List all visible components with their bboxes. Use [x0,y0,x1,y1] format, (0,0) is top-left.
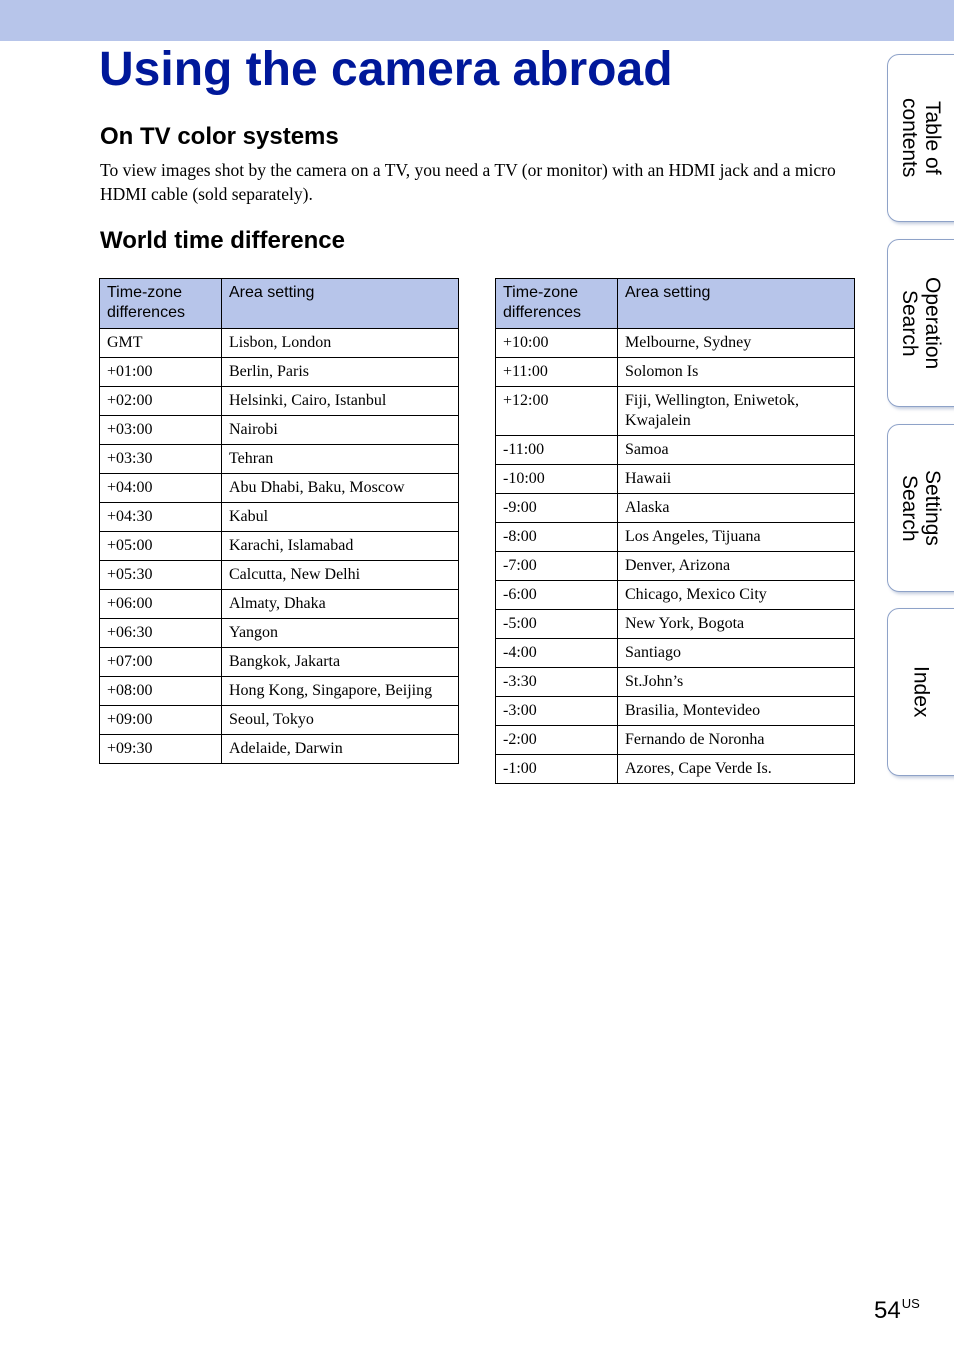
area-setting-cell: Samoa [618,436,855,465]
time-zone-cell: +09:00 [100,706,222,735]
area-setting-cell: Almaty, Dhaka [222,590,459,619]
time-zone-cell: -10:00 [496,465,618,494]
time-zone-cell: -5:00 [496,610,618,639]
table-row [100,358,459,387]
table-row [100,474,459,503]
page-title: Using the camera abroad [99,43,673,96]
area-setting-cell: Lisbon, London [222,329,459,358]
time-zone-cell: +03:30 [100,445,222,474]
time-zone-cell: +11:00 [496,358,618,387]
column-header-area-setting: Area setting [618,279,855,329]
table-row [100,329,459,358]
table-row [100,706,459,735]
time-zone-cell: +04:30 [100,503,222,532]
table-header-row [496,279,855,329]
area-setting-cell: St.John’s [618,668,855,697]
time-zone-cell: -6:00 [496,581,618,610]
area-setting-cell: Kabul [222,503,459,532]
time-zone-cell: +07:00 [100,648,222,677]
area-setting-cell: Karachi, Islamabad [222,532,459,561]
area-setting-cell: Hong Kong, Singapore, Beijing [222,677,459,706]
time-zone-cell: +04:00 [100,474,222,503]
area-setting-cell: Berlin, Paris [222,358,459,387]
table-row [496,329,855,358]
table-row [100,416,459,445]
area-setting-cell: Bangkok, Jakarta [222,648,459,677]
column-header-time-zone-differences: Time-zone differences [100,279,222,329]
time-zone-cell: +03:00 [100,416,222,445]
table-row [496,581,855,610]
table-row [100,532,459,561]
time-zone-cell: +02:00 [100,387,222,416]
time-zone-table-left [99,278,459,764]
time-zone-cell: -9:00 [496,494,618,523]
area-setting-cell: Fernando de Noronha [618,726,855,755]
time-zone-cell: +05:00 [100,532,222,561]
table-row [100,445,459,474]
area-setting-cell: Yangon [222,619,459,648]
area-setting-cell: Calcutta, New Delhi [222,561,459,590]
area-setting-cell: Fiji, Wellington, Eniwetok, Kwajalein [618,387,855,436]
table-row [496,755,855,784]
table-row [496,639,855,668]
time-zone-cell: +09:30 [100,735,222,764]
side-tab-label: Operation Search [898,276,944,370]
area-setting-cell: Hawaii [618,465,855,494]
area-setting-cell: Denver, Arizona [618,552,855,581]
table-row [100,648,459,677]
table-row [496,668,855,697]
column-header-time-zone-differences: Time-zone differences [496,279,618,329]
area-setting-cell: Helsinki, Cairo, Istanbul [222,387,459,416]
time-zone-cell: +10:00 [496,329,618,358]
table-row [100,735,459,764]
table-row [496,436,855,465]
area-setting-cell: Abu Dhabi, Baku, Moscow [222,474,459,503]
page-number-suffix: US [901,1296,920,1311]
area-setting-cell: Azores, Cape Verde Is. [618,755,855,784]
area-setting-cell: Santiago [618,639,855,668]
side-tab-label: Table of contents [898,98,944,178]
area-setting-cell: Alaska [618,494,855,523]
area-setting-cell: Nairobi [222,416,459,445]
side-tab-operation-search[interactable] [887,239,954,407]
area-setting-cell: Melbourne, Sydney [618,329,855,358]
table-row [496,465,855,494]
table-row [496,610,855,639]
time-zone-cell: +06:00 [100,590,222,619]
time-zone-cell: -4:00 [496,639,618,668]
side-tab-label: Settings Search [898,470,944,546]
side-tab-settings-search[interactable] [887,424,954,592]
page-number [874,1289,920,1326]
page-number-value: 54 [874,1297,901,1324]
table-row [100,677,459,706]
table-row [496,697,855,726]
time-zone-cell: -1:00 [496,755,618,784]
area-setting-cell: Brasilia, Montevideo [618,697,855,726]
table-row [100,387,459,416]
time-zone-cell: +08:00 [100,677,222,706]
area-setting-cell: Adelaide, Darwin [222,735,459,764]
table-row [496,358,855,387]
time-zone-cell: +05:30 [100,561,222,590]
time-zone-cell: GMT [100,329,222,358]
tv-color-systems-text: To view images shot by the camera on a TV, you need a TV (or monitor) with an HDMI jack and a micro HDMI cable (sold separately). [100,160,836,204]
table-row [496,494,855,523]
table-row [100,590,459,619]
table-row [100,619,459,648]
top-header-band [0,0,954,41]
time-zone-cell: -3:00 [496,697,618,726]
time-zone-cell: +12:00 [496,387,618,436]
table-row [496,552,855,581]
table-row [100,503,459,532]
table-header-row [100,279,459,329]
table-row [496,523,855,552]
section-heading-tv-color-systems: On TV color systems [100,123,339,150]
time-zone-cell: -3:30 [496,668,618,697]
table-row [100,561,459,590]
time-zone-cell: -2:00 [496,726,618,755]
area-setting-cell: Los Angeles, Tijuana [618,523,855,552]
table-row [496,387,855,436]
table-row [496,726,855,755]
side-tab-index[interactable] [887,608,954,776]
area-setting-cell: Seoul, Tokyo [222,706,459,735]
time-zone-cell: +01:00 [100,358,222,387]
column-header-area-setting: Area setting [222,279,459,329]
section-heading-world-time-difference: World time difference [100,227,345,254]
time-zone-table-right [495,278,855,784]
side-tab-label: Index [909,666,933,718]
time-zone-cell: -7:00 [496,552,618,581]
time-zone-cell: -11:00 [496,436,618,465]
area-setting-cell: Chicago, Mexico City [618,581,855,610]
area-setting-cell: Tehran [222,445,459,474]
time-zone-cell: +06:30 [100,619,222,648]
area-setting-cell: New York, Bogota [618,610,855,639]
side-tab-table-of-contents[interactable] [887,54,954,222]
area-setting-cell: Solomon Is [618,358,855,387]
time-zone-cell: -8:00 [496,523,618,552]
